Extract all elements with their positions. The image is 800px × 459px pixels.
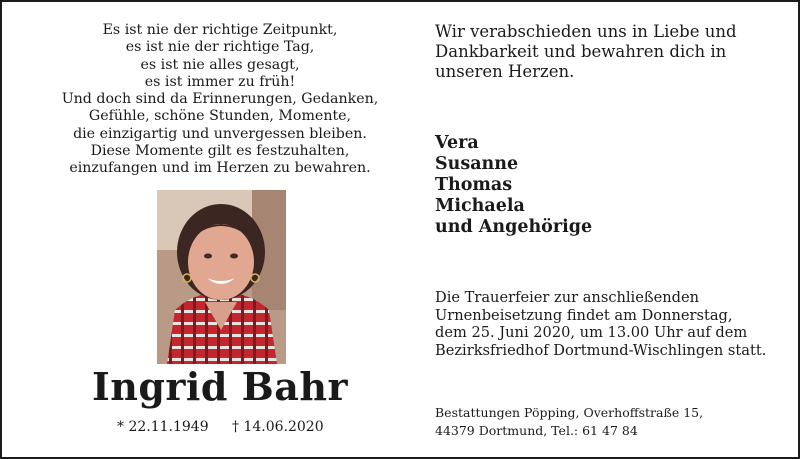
family-member: Thomas: [435, 175, 513, 195]
poem-line: es ist immer zu früh!: [144, 73, 296, 90]
poem-line: Diese Momente gilt es festzuhalten,: [90, 143, 350, 160]
poem-line: Gefühle, schöne Stunden, Momente,: [88, 108, 352, 125]
funeral-line: dem 25. Juni 2020, um 13.00 Uhr auf dem: [435, 324, 748, 341]
family-member: Vera: [435, 133, 479, 153]
family-names: [435, 133, 592, 238]
deceased-name: Ingrid Bahr: [91, 364, 349, 409]
family-member: Susanne: [435, 154, 519, 174]
poem: [52, 22, 388, 178]
undertaker-info: [435, 404, 703, 440]
funeral-line: Die Trauerfeier zur anschließenden: [435, 289, 700, 306]
portrait-photo: [157, 190, 286, 364]
poem-line: einzufangen und im Herzen zu bewahren.: [69, 160, 371, 177]
farewell-line: unseren Herzen.: [435, 62, 575, 81]
poem-line: es ist nie der richtige Tag,: [125, 39, 315, 56]
funeral-line: Bezirksfriedhof Dortmund-Wischlingen statt.: [435, 341, 767, 359]
family-member: und Angehörige: [435, 217, 593, 237]
poem-line: die einzigartig und unvergessen bleiben.: [73, 125, 367, 142]
portrait-illustration: [157, 190, 286, 364]
death-date: † 14.06.2020: [232, 419, 324, 435]
birth-date: * 22.11.1949: [117, 419, 209, 435]
farewell-text: [435, 22, 775, 82]
poem-line: Es ist nie der richtige Zeitpunkt,: [102, 22, 338, 38]
funeral-notice: [435, 289, 766, 359]
undertaker-line: 44379 Dortmund, Tel.: 61 47 84: [435, 423, 638, 438]
funeral-line: Urnenbeisetzung findet am Donnerstag,: [435, 306, 733, 324]
farewell-line: Dankbarkeit und bewahren dich in: [435, 42, 727, 61]
undertaker-line: Bestattungen Pöpping, Overhoffstraße 15,: [435, 405, 704, 420]
poem-line: Und doch sind da Erinnerungen, Gedanken,: [61, 91, 379, 108]
family-member: Michaela: [435, 196, 525, 216]
farewell-line: Wir verabschieden uns in Liebe und: [435, 22, 737, 41]
poem-line: es ist nie alles gesagt,: [140, 56, 300, 73]
